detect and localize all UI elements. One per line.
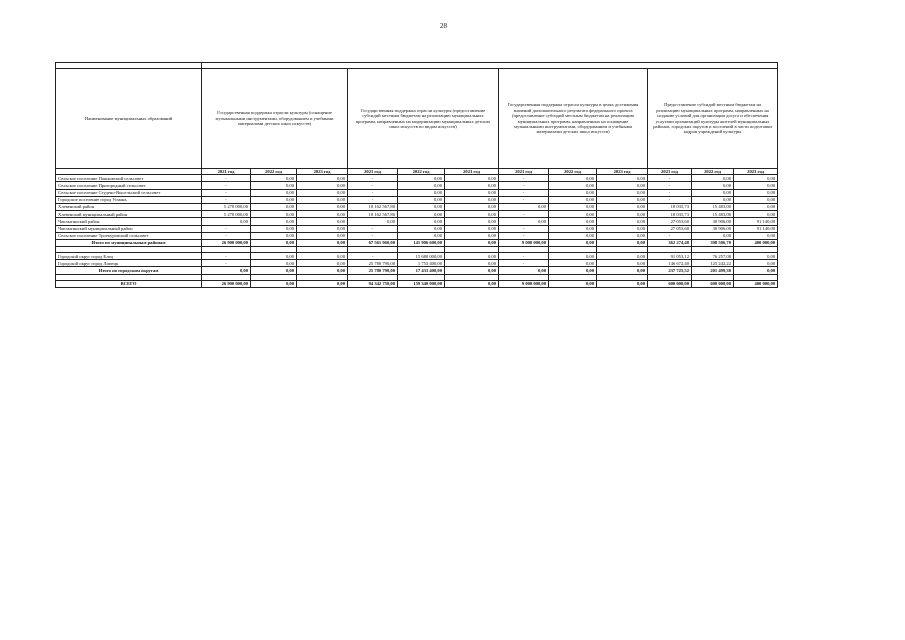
cell-value: 0,00 [445,175,499,182]
cell-value: - [348,253,398,260]
cell-value: 0,00 [692,175,734,182]
district-subtotal [56,239,778,246]
cell-value: 600 000,00 [692,280,734,287]
cell-value: 91 140,00 [734,218,778,225]
cell-value: 15 483,00 [692,203,734,210]
cell-value: 0,00 [734,203,778,210]
cell-value: 0,00 [445,260,499,267]
cell-value: 0,00 [597,218,648,225]
cell-value: - [499,260,549,267]
cell-value: 0,00 [445,203,499,210]
cell-value: 25 780 790,00 [348,267,398,274]
table-row [56,203,778,210]
cell-value: 0,00 [549,225,597,232]
cell-value: 91 053,12 [648,253,692,260]
cell-value: 362 274,48 [648,239,692,246]
cell-value: 0,00 [692,196,734,203]
year-header: 2023 год [297,169,348,175]
cell-value: 0,00 [734,267,778,274]
cell-value: 26 900 000,00 [202,239,251,246]
cell-value: 0,00 [734,189,778,196]
cell-value: - [348,225,398,232]
cell-value: 0,00 [297,196,348,203]
cell-value: 159 340 000,00 [398,280,445,287]
cell-value: - [648,196,692,203]
cell-value: 18 035,73 [648,211,692,218]
cell-value: - [202,260,251,267]
cell-value: 0,00 [445,211,499,218]
cell-value: 0,00 [251,175,297,182]
cell-value: 400 000,00 [734,280,778,287]
cell-value: 0,00 [499,267,549,274]
cell-value: 0,00 [549,260,597,267]
cell-value: 0,00 [398,225,445,232]
year-header: 2021 год [348,169,398,175]
year-header: 2022 год [692,169,734,175]
cell-value: 0,00 [398,182,445,189]
year-header: 2021 год [648,169,692,175]
cell-value: 0,00 [499,203,549,210]
cell-value: 0,00 [297,182,348,189]
column-header-name: Наименование муниципальных образований [56,69,202,169]
row-label: Городской округ город Елец [56,253,202,260]
cell-value: - [499,189,549,196]
cell-value: 0,00 [692,232,734,239]
city-rows [56,253,778,267]
cell-value: 0,00 [692,182,734,189]
cell-value: 10 162 567,80 [348,203,398,210]
cell-value: 0,00 [251,225,297,232]
cell-value: 0,00 [549,196,597,203]
row-label: Итого по городским округам [56,267,202,274]
cell-value: 18 035,73 [648,203,692,210]
cell-value: 0,00 [398,232,445,239]
cell-value: 0,00 [297,232,348,239]
year-header: 2022 год [549,169,597,175]
table-row [56,218,778,225]
table-row [56,260,778,267]
cell-value: 146 672,40 [648,260,692,267]
page-number: 28 [440,22,447,30]
cell-value: 237 725,52 [648,267,692,274]
cell-value: - [499,211,549,218]
cell-value: 0,00 [445,196,499,203]
table-row [56,211,778,218]
cell-value: - [348,182,398,189]
year-header: 2022 год [251,169,297,175]
table-row [56,253,778,260]
cell-value: 0,00 [398,189,445,196]
header-row [56,69,778,169]
cell-value: 0,00 [549,253,597,260]
cell-value: 0,00 [597,189,648,196]
column-group-header-2: Государственная поддержка отрасли культуры (предоставление субсидий местным бюджетам на реализацию муниципальных программ, направленных на модернизацию муниципальных детских школ искусств по видам искусств) [348,69,499,169]
cell-value: 0,00 [549,182,597,189]
cell-value: 0,00 [251,218,297,225]
cell-value: 0,00 [549,267,597,274]
cell-value: 141 906 600,00 [398,239,445,246]
cell-value: 0,00 [549,189,597,196]
cell-value: 5 270 000,00 [202,203,251,210]
table-row [56,225,778,232]
cell-value: 0,00 [251,239,297,246]
row-label: Городское поселение город Усмань [56,196,202,203]
cell-value: 600 000,00 [648,280,692,287]
cell-value: 0,00 [597,182,648,189]
cell-value: 0,00 [251,196,297,203]
cell-value: 0,00 [734,232,778,239]
row-label: Сельское поселение Пригородный сельсовет [56,182,202,189]
table-row [56,232,778,239]
cell-value: 94 342 750,00 [348,280,398,287]
subsidy-table [55,62,778,288]
cell-value: 0,00 [597,280,648,287]
cell-value: 0,00 [597,203,648,210]
cell-value: 27 053,60 [648,218,692,225]
cell-value: 0,00 [297,189,348,196]
column-group-header-3: Государственная поддержка отрасли культуры в целях достижения значений дополнительного результата федерального проекта (предоставление субсидий местным бюджетам на реализацию муниципальных программ, направленных на оснащение музыкальными инструментами, оборудованием и учебными материалами детских школ искусств) [499,69,648,169]
cell-value: 0,00 [445,267,499,274]
cell-value: 0,00 [202,267,251,274]
cell-value: 0,00 [398,218,445,225]
cell-value: 0,00 [597,175,648,182]
cell-value: 0,00 [202,218,251,225]
cell-value: 67 561 960,00 [348,239,398,246]
row-label: Сельское поселение Пашковский сельсовет [56,175,202,182]
cell-value: 0,00 [549,280,597,287]
total-row [56,280,778,287]
table-row [56,175,778,182]
year-header: 2021 год [499,169,549,175]
cell-value: 0,00 [297,280,348,287]
cell-value: 0,00 [297,260,348,267]
cell-value: 0,00 [297,239,348,246]
cell-value: 30 906,00 [692,218,734,225]
cell-value: 0,00 [297,218,348,225]
cell-value: 0,00 [734,253,778,260]
cell-value: 400 000,00 [734,239,778,246]
cell-value: 0,00 [549,232,597,239]
cell-value: 0,00 [251,280,297,287]
cell-value: 0,00 [734,182,778,189]
cell-value: 0,00 [297,211,348,218]
cell-value: - [202,175,251,182]
cell-value: 0,00 [597,267,648,274]
year-header: 2022 год [398,169,445,175]
cell-value: - [348,196,398,203]
cell-value: 0,00 [445,225,499,232]
cell-value: 0,00 [251,182,297,189]
cell-value: 0,00 [348,218,398,225]
cell-value: 0,00 [734,196,778,203]
row-label: Чаплыгинский район [56,218,202,225]
table-row [56,196,778,203]
cell-value: 5 270 000,00 [202,211,251,218]
cell-value: 0,00 [398,196,445,203]
cell-value: 125 242,22 [692,260,734,267]
cell-value: 0,00 [549,175,597,182]
cell-value: 0,00 [251,211,297,218]
cell-value: 15 680 000,00 [398,253,445,260]
cell-value: 30 906,00 [692,225,734,232]
cell-value: 0,00 [398,211,445,218]
column-group-header-4: Предоставление субсидий местным бюджетам на реализацию муниципальных программ, направленных на создание условий для организации досуга и обеспечения услугами организаций культуры жителей муниципальных районов, городских округов и поселений в части подготовки кадров учреждений культуры [648,69,778,169]
row-label: Чаплыгинский муниципальный район [56,225,202,232]
cell-value: 0,00 [549,203,597,210]
cell-value: - [648,189,692,196]
subtotal-row [56,239,778,246]
cell-value: 76 257,08 [692,253,734,260]
subtotal-row [56,267,778,274]
row-label: Сельское поселение Троекуровский сельсовет [56,232,202,239]
grand-total [56,280,778,287]
cell-value: 0,00 [597,253,648,260]
cell-value: 0,00 [251,253,297,260]
cell-value: 0,00 [499,218,549,225]
district-rows [56,175,778,240]
row-label: Городской округ город Липецк [56,260,202,267]
cell-value: - [499,182,549,189]
cell-value: 0,00 [734,260,778,267]
cell-value: 0,00 [549,239,597,246]
cell-value: 0,00 [297,253,348,260]
year-header: 2023 год [597,169,648,175]
cell-value: 0,00 [297,225,348,232]
cell-value: 0,00 [297,267,348,274]
cell-value: 0,00 [597,196,648,203]
cell-value: - [202,232,251,239]
cell-value: - [499,225,549,232]
cell-value: - [202,182,251,189]
cell-value: - [348,189,398,196]
cell-value: - [202,189,251,196]
cell-value: 0,00 [445,239,499,246]
cell-value: - [202,225,251,232]
cell-value: 0,00 [445,232,499,239]
cell-value: 10 162 567,80 [348,211,398,218]
cell-value: 17 433 400,00 [398,267,445,274]
cell-value: - [499,175,549,182]
cell-value: 0,00 [597,239,648,246]
cell-value: 0,00 [297,203,348,210]
cell-value: 0,00 [597,232,648,239]
cell-value: 0,00 [445,189,499,196]
cell-value: 9 000 000,00 [499,239,549,246]
year-header: 2023 год [734,169,778,175]
cell-value: 0,00 [597,260,648,267]
row-label: Хлевенский муниципальный район [56,211,202,218]
cell-value: 0,00 [251,267,297,274]
row-label: Хлевенский район [56,203,202,210]
cell-value: - [202,253,251,260]
cell-value: - [348,175,398,182]
city-subtotal [56,267,778,274]
cell-value: 0,00 [251,189,297,196]
cell-value: 0,00 [692,189,734,196]
cell-value: 91 140,00 [734,225,778,232]
cell-value: 0,00 [597,225,648,232]
cell-value: 0,00 [398,175,445,182]
year-header: 2023 год [445,169,499,175]
cell-value: 26 900 000,00 [202,280,251,287]
cell-value: - [499,196,549,203]
cell-value: 9 000 000,00 [499,280,549,287]
cell-value: - [499,232,549,239]
cell-value: 1 753 400,00 [398,260,445,267]
cell-value: - [648,175,692,182]
row-label: ВСЕГО [56,280,202,287]
year-header: 2021 год [202,169,251,175]
cell-value: 25 780 790,00 [348,260,398,267]
cell-value: 0,00 [398,203,445,210]
cell-value: 398 506,70 [692,239,734,246]
cell-value: - [202,196,251,203]
cell-value: 0,00 [251,260,297,267]
cell-value: 0,00 [445,253,499,260]
cell-value: 0,00 [734,175,778,182]
cell-value: 0,00 [549,218,597,225]
cell-value: 0,00 [445,280,499,287]
cell-value: - [648,232,692,239]
row-label: Сельское поселение Студено-Высельский сельсовет [56,189,202,196]
cell-value: 27 053,60 [648,225,692,232]
cell-value: 15 483,00 [692,211,734,218]
table-row [56,182,778,189]
cell-value: - [648,182,692,189]
column-group-header-1: Государственная поддержка отрасли культуры (оснащение музыкальными инструментами, оборудованием и учебными материалами детских школ искусств) [202,69,348,169]
cell-value: - [499,253,549,260]
row-label: Итого по муниципальным районам [56,239,202,246]
cell-value: 0,00 [734,211,778,218]
cell-value: 0,00 [445,218,499,225]
cell-value: 0,00 [251,232,297,239]
cell-value: 0,00 [297,175,348,182]
cell-value: - [348,232,398,239]
cell-value: 0,00 [597,211,648,218]
cell-value: 0,00 [445,182,499,189]
cell-value: 201 499,30 [692,267,734,274]
cell-value: 0,00 [549,211,597,218]
table-row [56,189,778,196]
cell-value: 0,00 [251,203,297,210]
